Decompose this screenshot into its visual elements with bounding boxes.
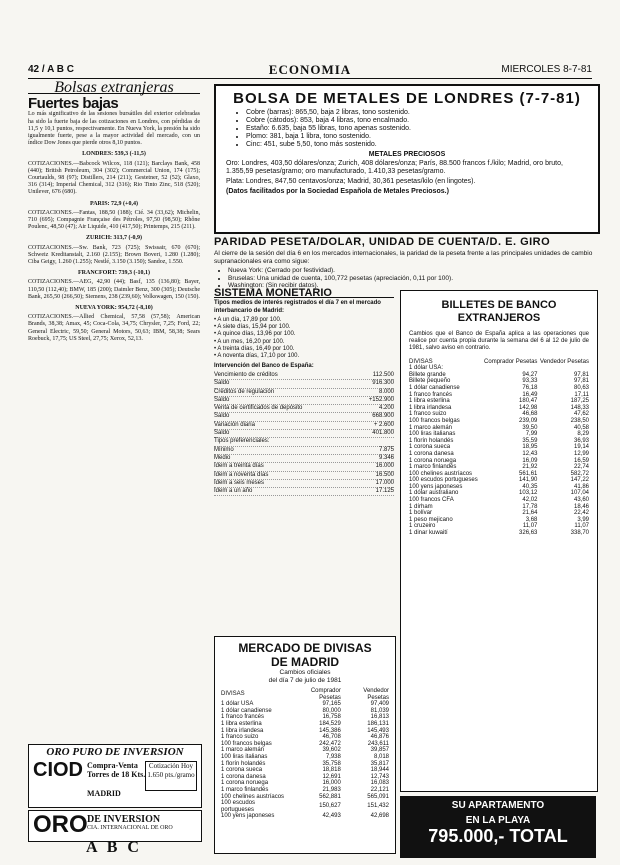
intro-text: Lo más significativo de las sesiones bursátiles del exterior celebradas ha sido la fuerte baja de las cotizaciones en Londres, con pérdidas de 11,5 y 10,1 puntos, respectivamente. En Nueva York, la presión ha sido igualmente fuerte, pese a la mayor actividad del mercado, con un índice Dow Jones que pierde otros 8,10 puntos.: [28, 111, 200, 147]
buy-value: 46,708: [322, 734, 341, 741]
table-row: [409, 385, 589, 392]
bank-notes-title-2: EXTRANJEROS: [457, 312, 541, 324]
row-label: Saldo: [214, 396, 230, 403]
col-buy: Comprador Pesetas: [310, 688, 341, 701]
row-label: Vencimiento de créditos: [214, 371, 278, 378]
parity-item: • Nueva York: (Cerrado por festividad).: [228, 267, 596, 275]
intervention-row: [214, 405, 394, 413]
sell-value: 243,611: [367, 740, 389, 747]
buy-value: 39,602: [322, 747, 341, 754]
buy-value: 562,881: [319, 793, 341, 800]
intervention-row: [214, 455, 394, 463]
parity-section: [214, 236, 596, 290]
currency-name: 1 corona noruega: [409, 457, 457, 464]
ny-title: NUEVA YORK: 954,72 (-8,10): [75, 305, 153, 312]
parity-title: PARIDAD PESETA/DOLAR, UNIDAD DE CUENTA/D. E. GIRO: [214, 236, 551, 248]
row-value: 112.500: [372, 371, 394, 378]
sell-value: 36,93: [573, 437, 589, 444]
currency-name: 1 dólar australiano: [409, 490, 459, 497]
sell-value: 46,876: [370, 734, 389, 741]
oro-brand: ORO: [33, 811, 88, 838]
precious-text: Oro: Londres, 403,50 dólares/onza; Zurich, 408 dólares/onza; París, 88.500 francos f./kilo; Madrid, oro bruto, 1.355,59 pesetas/gramo; oro manufacturado, 1.410,33 pesetas/gramo.: [226, 160, 563, 175]
row-label: Idem a seis meses: [214, 479, 265, 486]
buy-value: 80,000: [322, 707, 341, 714]
monetary-intro: Tipos medios de interés registrados el día 7 en el mercado interbancario de Madrid:: [214, 300, 381, 314]
gold-ad-city: MADRID: [87, 789, 121, 798]
buy-value: 239,09: [519, 417, 538, 424]
intervention-row: [214, 397, 394, 405]
currency-name: 1 dólar canadiense: [221, 707, 272, 714]
table-row: [409, 438, 589, 445]
buy-value: 11,07: [522, 523, 538, 530]
currency-name: 1 bolívar: [409, 510, 433, 517]
currency-name: 1 florín holandés: [221, 760, 266, 767]
sell-value: 47,62: [573, 411, 589, 418]
row-label: Idem a treinta días: [214, 463, 264, 470]
row-value: 916.300: [372, 380, 394, 387]
table-row: [221, 780, 389, 787]
buy-value: 21,983: [322, 786, 341, 793]
buy-value: 40,35: [522, 483, 538, 490]
intervention-row: [214, 438, 394, 446]
buy-value: 94,27: [522, 371, 538, 378]
bank-notes-text: Cambios que el Banco de España aplica a las operaciones que realice por cuenta propia durante la semana del 6 al 12 de julio de 1981, salvo aviso en contrario.: [409, 331, 589, 352]
buy-value: 16,758: [322, 714, 341, 721]
col-sell: Vendedor Pesetas: [363, 688, 389, 701]
intervention-row: [214, 463, 394, 471]
table-row: [409, 504, 589, 511]
sell-value: 35,817: [370, 760, 389, 767]
intervention-row: [214, 430, 394, 438]
row-value: 4.200: [378, 405, 394, 412]
currency-name: 1 libra esterlina: [221, 720, 262, 727]
parity-item: • Washington: (Sin recibir datos).: [228, 282, 596, 290]
buy-value: 39,50: [522, 424, 538, 431]
metals-list: [246, 109, 598, 149]
currency-name: 1 libra esterlina: [409, 398, 450, 405]
currency-name: 1 dinar kuwaití: [409, 530, 448, 537]
currency-name: 1 franco francés: [409, 391, 453, 398]
table-row: [221, 714, 389, 721]
currency-name: 100 escudos portugueses: [221, 800, 256, 813]
sell-value: 17,11: [574, 391, 589, 398]
row-label: Tipos preferenciales:: [214, 438, 270, 445]
sell-value: 145,493: [367, 727, 389, 734]
table-row: [409, 405, 589, 412]
buy-value: 242,472: [319, 740, 341, 747]
buy-value: 184,529: [319, 720, 341, 727]
sell-value: 148,33: [570, 404, 589, 411]
buy-value: 97,165: [322, 701, 341, 708]
table-row: [221, 708, 389, 715]
section-title: ECONOMIA: [268, 62, 352, 77]
metals-box: [214, 84, 600, 234]
sell-value: 40,58: [573, 424, 589, 431]
paris-text: COTIZACIONES.—Fantas, 188,50 (188); Cié. 34 (33,62); Michelin, 710 (695); Compagnie Française des Pétroles, 97,50 (98,50); Rhône Poulenc, 48,50 (47); Air Liquide, 410 (417,50); Printemps, 215 (211).: [28, 209, 200, 231]
gold-ad-sub: Compra-Venta Torres de 18 Kts.: [87, 761, 146, 779]
sell-value: 107,04: [570, 490, 589, 497]
sell-value: 97,81: [573, 371, 589, 378]
sell-value: 39,857: [370, 747, 389, 754]
rate-item: • A noventa días, 17,10 por 100.: [214, 353, 300, 360]
currency-name: 100 liras italianas: [221, 753, 268, 760]
table-row: [409, 458, 589, 465]
gold-ad-title: ORO PURO DE INVERSION: [46, 746, 184, 758]
sell-value: 16,083: [370, 780, 389, 787]
intervention-row: [214, 389, 394, 397]
zurich-text: COTIZACIONES.—Sw. Bank, 723 (725); Swissair, 670 (670); Schweiz Kreditanstalt, 2.160 (2.155); Brown Boveri, 1.280 (1.280); Ciba Geigy, 1.260 (1.255); Nestlé, 3.150 (3.150); Sandoz, 1.550.: [28, 244, 200, 266]
sell-value: 22,121: [370, 786, 389, 793]
buy-value: 93,33: [522, 378, 538, 385]
currency-name: 100 yens japoneses: [221, 813, 275, 820]
currency-name: 1 libra irlandesa: [409, 404, 452, 411]
currency-market-sub1: Cambios oficiales: [279, 669, 331, 676]
table-row: [221, 721, 389, 728]
rate-item: • A siete días, 15,94 por 100.: [214, 324, 291, 331]
intervention-row: [214, 380, 394, 388]
table-row: [409, 372, 589, 379]
buy-value: 12,691: [322, 773, 341, 780]
buy-value: 21,64: [522, 510, 538, 517]
sell-value: 42,698: [370, 813, 389, 820]
sell-value: 22,74: [573, 464, 589, 471]
currency-name: 1 corona danesa: [409, 450, 454, 457]
oro-inversion-ad: [28, 810, 202, 842]
currency-market-sub2: del día 7 de julio de 1981: [268, 676, 342, 684]
table-row: [221, 794, 389, 801]
table-row: [221, 747, 389, 754]
bank-notes-table: [409, 359, 589, 537]
col-currency: DIVISAS: [409, 358, 433, 365]
sell-value: 19,14: [573, 444, 589, 451]
row-label: Mínimo: [214, 446, 234, 453]
table-row: [221, 761, 389, 768]
currency-name: 1 libra irlandesa: [221, 727, 264, 734]
row-label: Saldo: [214, 380, 230, 387]
currency-name: 100 liras italianas: [409, 431, 456, 438]
table-row: [221, 734, 389, 741]
sell-value: 41,86: [573, 483, 589, 490]
currency-name: 100 chelines austríacos: [221, 793, 285, 800]
currency-name: 1 corona danesa: [221, 773, 266, 780]
metal-item: • Cinc: 451, sube 5,50, tono más sostenido.: [246, 141, 598, 149]
currency-name: 100 chelines austríacos: [409, 470, 473, 477]
monetary-section: [214, 287, 394, 496]
rate-item: • A treinta días, 16,49 por 100.: [214, 346, 295, 353]
row-value: 668.900: [372, 413, 394, 420]
row-label: Saldo: [214, 413, 230, 420]
ap-line2: EN LA PLAYA: [465, 815, 531, 826]
currency-name: 100 yens japoneses: [409, 483, 463, 490]
row-value: 7.875: [378, 446, 394, 453]
table-row: [409, 431, 589, 438]
buy-value: 18,95: [522, 444, 538, 451]
sell-value: 12,743: [370, 773, 389, 780]
buy-value: 180,47: [519, 398, 538, 405]
intervention-title: Intervención del Banco de España:: [214, 362, 314, 369]
row-value: 8.000: [378, 388, 394, 395]
ap-price: 795.000,- TOTAL: [428, 826, 568, 846]
sell-value: 18,944: [370, 767, 389, 774]
table-row: [409, 490, 589, 497]
metal-item: • Estaño: 6.635, baja 55 libras, tono apenas sostenido.: [246, 125, 598, 133]
row-value: 17.000: [375, 479, 394, 486]
buy-value: 17,78: [522, 503, 538, 510]
buy-value: 46,68: [522, 411, 538, 418]
sell-value: 338,70: [570, 530, 589, 537]
table-row: [221, 767, 389, 774]
buy-value: 16,000: [322, 780, 341, 787]
table-row: [409, 398, 589, 405]
row-label: Idem a noventa días: [214, 471, 269, 478]
sell-value: 16,59: [573, 457, 589, 464]
ny-text: COTIZACIONES.—Allied Chemical, 57,58 (57,58); American Brands, 38,38; Amax, 45; Coca-Cola, 34,75; Chrysler, 7,25; Ford, 22; General Electric, 59,50; General Motors, 50,63; IBM, 58,38; Sears Roebuck, 17,75; US Steel, 27,75; Xerox, 52,13.: [28, 314, 200, 342]
currency-name: 1 franco francés: [221, 714, 265, 721]
ap-line1: SU APARTAMENTO: [451, 800, 545, 811]
buy-value: 7,99: [525, 431, 538, 438]
table-row: [409, 451, 589, 458]
buy-value: 326,63: [519, 530, 538, 537]
table-row: [409, 523, 589, 530]
row-value: 16.500: [375, 471, 394, 478]
table-row: [409, 477, 589, 484]
col-sell: Vendedor Pesetas: [539, 358, 589, 365]
paris-title: PARIS: 72,9 (+0,4): [90, 200, 138, 207]
abc-promo: [28, 839, 200, 856]
buy-value: 18,818: [322, 767, 341, 774]
currency-name: 100 francos belgas: [409, 417, 460, 424]
row-value: 16.000: [375, 463, 394, 470]
table-row: [221, 701, 389, 708]
sell-value: 187,25: [570, 398, 589, 405]
table-row: [221, 754, 389, 761]
sell-value: 565,091: [367, 793, 389, 800]
currency-name: 100 francos CFA: [409, 497, 454, 504]
currency-market-title-1: MERCADO DE DIVISAS: [238, 641, 372, 655]
buy-value: 561,61: [519, 470, 538, 477]
row-label: Variación diaria: [214, 421, 255, 428]
currency-name: 1 marco finlandés: [221, 786, 269, 793]
table-row: [221, 741, 389, 748]
table-row: [409, 418, 589, 425]
table-row: [221, 728, 389, 735]
intervention-rows: [214, 372, 394, 496]
buy-value: 145,386: [319, 727, 341, 734]
table-row: [409, 497, 589, 504]
row-value: 401.800: [372, 430, 394, 437]
buy-value: 76,18: [522, 384, 538, 391]
table-row: [221, 787, 389, 794]
oro-line2: CIA. INTERNACIONAL DE ORO: [87, 825, 173, 831]
currency-name: 1 florín holandés: [409, 437, 454, 444]
metal-item: • Plomo: 381, baja 1 libra, tono sostenido.: [246, 133, 598, 141]
rates-list: [214, 317, 394, 361]
gold-ad-price-box: Cotización Hoy 1.650 pts./gramo: [145, 761, 197, 791]
sell-value: 12,99: [573, 450, 589, 457]
sell-value: 43,60: [573, 497, 589, 504]
sell-value: 582,72: [570, 470, 589, 477]
currency-name: 1 dólar canadiense: [409, 384, 460, 391]
metals-title: BOLSA DE METALES DE LONDRES (7-7-81): [233, 90, 581, 107]
currency-market-box: [214, 636, 396, 854]
row-label: Venta de certificados de depósito: [214, 405, 303, 412]
currency-name: 100 francos belgas: [221, 740, 272, 747]
row-value: +152.900: [368, 396, 394, 403]
page-number: 42 / A B C: [28, 64, 74, 75]
table-row: [221, 800, 389, 813]
metal-item: • Cobre (barras): 865,50, baja 2 libras, tono sostenido.: [246, 109, 598, 117]
sell-value: 238,50: [570, 417, 589, 424]
sell-value: 97,81: [573, 378, 589, 385]
table-row: [409, 365, 589, 372]
buy-value: 7,938: [325, 753, 341, 760]
sell-value: 22,42: [573, 510, 589, 517]
buy-value: 3,68: [525, 516, 538, 523]
bank-notes-title-1: BILLETES DE BANCO: [441, 299, 557, 311]
table-row: [409, 464, 589, 471]
table-row: [409, 444, 589, 451]
zurich-title: ZURICH: 313,7 (-0,9): [86, 235, 142, 242]
currency-name: 1 cruzeiro: [409, 523, 436, 530]
col-buy: Comprador Pesetas: [484, 358, 538, 365]
parity-item: • Bruselas: Una unidad de cuenta, 100,772 pesetas (apreciación, 0,11 por 100).: [228, 275, 596, 283]
buy-value: 103,12: [519, 490, 538, 497]
sell-value: 11,07: [574, 523, 589, 530]
intervention-row: [214, 422, 394, 430]
gold-ad-brand: CIOD: [33, 759, 83, 781]
currency-name: Billete grande: [409, 371, 446, 378]
rate-item: • A quince días, 13,96 por 100.: [214, 331, 296, 338]
frankfurt-text: COTIZACIONES.—AEG, 42,90 (44); Basf, 135 (136,80); Bayer, 110,50 (112,40); BMW, 185 (200); Daimler Benz, 300 (305); Deutsche Bank, 265,50 (266,50); Siemens, 238 (239,60); Volkswagen, 150 (150).: [28, 279, 200, 300]
row-label: Saldo: [214, 430, 230, 437]
currency-name: 1 corona sueca: [221, 767, 263, 774]
currency-name: 100 escudos portugueses: [409, 477, 478, 484]
currency-name: 1 dírham: [409, 503, 433, 510]
currency-market-table: [221, 688, 389, 820]
sell-value: 16,813: [370, 714, 389, 721]
currency-name: 1 franco suizo: [409, 411, 447, 418]
silver-text: Plata: Londres, 847,50 centavos/onza; Madrid, 30,361 pesetas/kilo (en lingotes).: [226, 178, 476, 185]
column-title: Bolsas extranjeras: [28, 84, 200, 94]
buy-value: [481, 365, 537, 372]
currency-market-title: [215, 641, 395, 669]
row-label: Créditos de regulación: [214, 388, 275, 395]
currency-name: 1 marco alemán: [409, 424, 453, 431]
row-value: + 2.600: [373, 421, 394, 428]
london-title: LONDRES: 539,3 (-11,5): [82, 151, 146, 158]
page-header: [28, 62, 592, 79]
currency-name: 1 marco finlandés: [409, 464, 457, 471]
table-row: [221, 813, 389, 820]
metal-item: • Cobre (cátodos): 853, baja 4 libras, tono encalmado.: [246, 117, 598, 125]
precious-title: METALES PRECIOSOS: [368, 151, 446, 158]
london-text: COTIZACIONES.—Babcock Wilcox, 118 (121); Barclays Bank, 458 (440); British Petroleum, 304 (302); Commercial Union, 174 (175); Courtaulds, 98 (97); Distillers, 214 (211); Gestetner, 52 (52); Glaxo, 316 (314); Imperial Chemical, 312 (316); Rio Tinto Zinc, 518 (520); Unilever, 676 (680).: [28, 160, 200, 196]
sell-value: 97,409: [370, 701, 389, 708]
table-row: [409, 471, 589, 478]
intervention-row: [214, 413, 394, 421]
row-label: Medio: [214, 454, 231, 461]
buy-value: 21,92: [522, 464, 538, 471]
buy-value: 141,90: [519, 477, 538, 484]
currency-name: 1 marco alemán: [221, 747, 265, 754]
table-row: [409, 411, 589, 418]
oro-line1: DE INVERSION: [87, 814, 161, 825]
currency-name: 1 dólar USA: [221, 701, 254, 708]
gold-ad: [28, 744, 202, 808]
apartment-ad: [400, 796, 596, 858]
buy-value: 42,02: [522, 497, 538, 504]
table-row: [409, 530, 589, 537]
intervention-row: [214, 480, 394, 488]
buy-value: 35,59: [522, 437, 538, 444]
table-row: [409, 425, 589, 432]
buy-value: 150,627: [319, 803, 341, 810]
currency-name: 1 dólar USA:: [409, 365, 444, 372]
buy-value: 12,43: [522, 450, 538, 457]
table-row: [409, 510, 589, 517]
sell-value: 18,46: [573, 503, 589, 510]
intervention-row: [214, 472, 394, 480]
col-currency: DIVISAS: [221, 691, 245, 698]
sell-value: 8,29: [577, 431, 589, 438]
currency-market-title-2: DE MADRID: [271, 655, 339, 669]
table-row: [221, 774, 389, 781]
sell-value: 147,22: [570, 477, 589, 484]
currency-name: 1 franco suizo: [221, 734, 259, 741]
sell-value: 151,432: [367, 803, 389, 810]
table-row: [409, 392, 589, 399]
sell-value: 81,039: [370, 707, 389, 714]
buy-value: 42,493: [322, 813, 341, 820]
metals-source: (Datos facilitados por la Sociedad Española de Metales Preciosos.): [226, 188, 449, 195]
sell-value: 3,99: [577, 516, 589, 523]
monetary-title: SISTEMA MONETARIO: [214, 290, 394, 298]
row-label: Idem a un año: [214, 488, 253, 495]
headline: Fuertes bajas: [28, 95, 119, 113]
frankfurt-title: FRANCFORT: 739,3 (-10,1): [78, 270, 150, 277]
rate-item: • A un mes, 16,20 por 100.: [214, 338, 285, 345]
intervention-row: [214, 488, 394, 496]
rate-item: • A un día, 17,89 por 100.: [214, 316, 282, 323]
currency-name: 1 peso mejicano: [409, 516, 453, 523]
row-value: 9.346: [378, 454, 394, 461]
sell-value: 80,63: [573, 384, 589, 391]
table-row: [409, 484, 589, 491]
currency-name: 1 corona sueca: [409, 444, 451, 451]
intervention-row: [214, 447, 394, 455]
table-row: [409, 517, 589, 524]
bank-notes-title: [401, 299, 597, 325]
currency-name: Billete pequeño: [409, 378, 451, 385]
bank-notes-box: [400, 290, 598, 792]
page-date: MIERCOLES 8-7-81: [501, 64, 592, 75]
foreign-stocks-column: [28, 79, 200, 346]
parity-text: Al cierre de la sesión del día 6 en los mercados internacionales, la paridad de la peseta frente a las principales unidades de cambio supranacionales era como sigue:: [214, 250, 593, 265]
sell-value: [537, 365, 589, 372]
buy-value: 16,09: [522, 457, 538, 464]
currency-name: 1 corona noruega: [221, 780, 269, 787]
buy-value: 16,49: [522, 391, 538, 398]
table-row: [409, 378, 589, 385]
intervention-row: [214, 372, 394, 380]
buy-value: 35,758: [322, 760, 341, 767]
row-value: 17.125: [375, 488, 394, 495]
buy-value: 142,98: [519, 404, 538, 411]
abc-brand: A B C: [86, 839, 142, 856]
sell-value: 8,018: [373, 753, 389, 760]
sell-value: 186,131: [367, 720, 389, 727]
